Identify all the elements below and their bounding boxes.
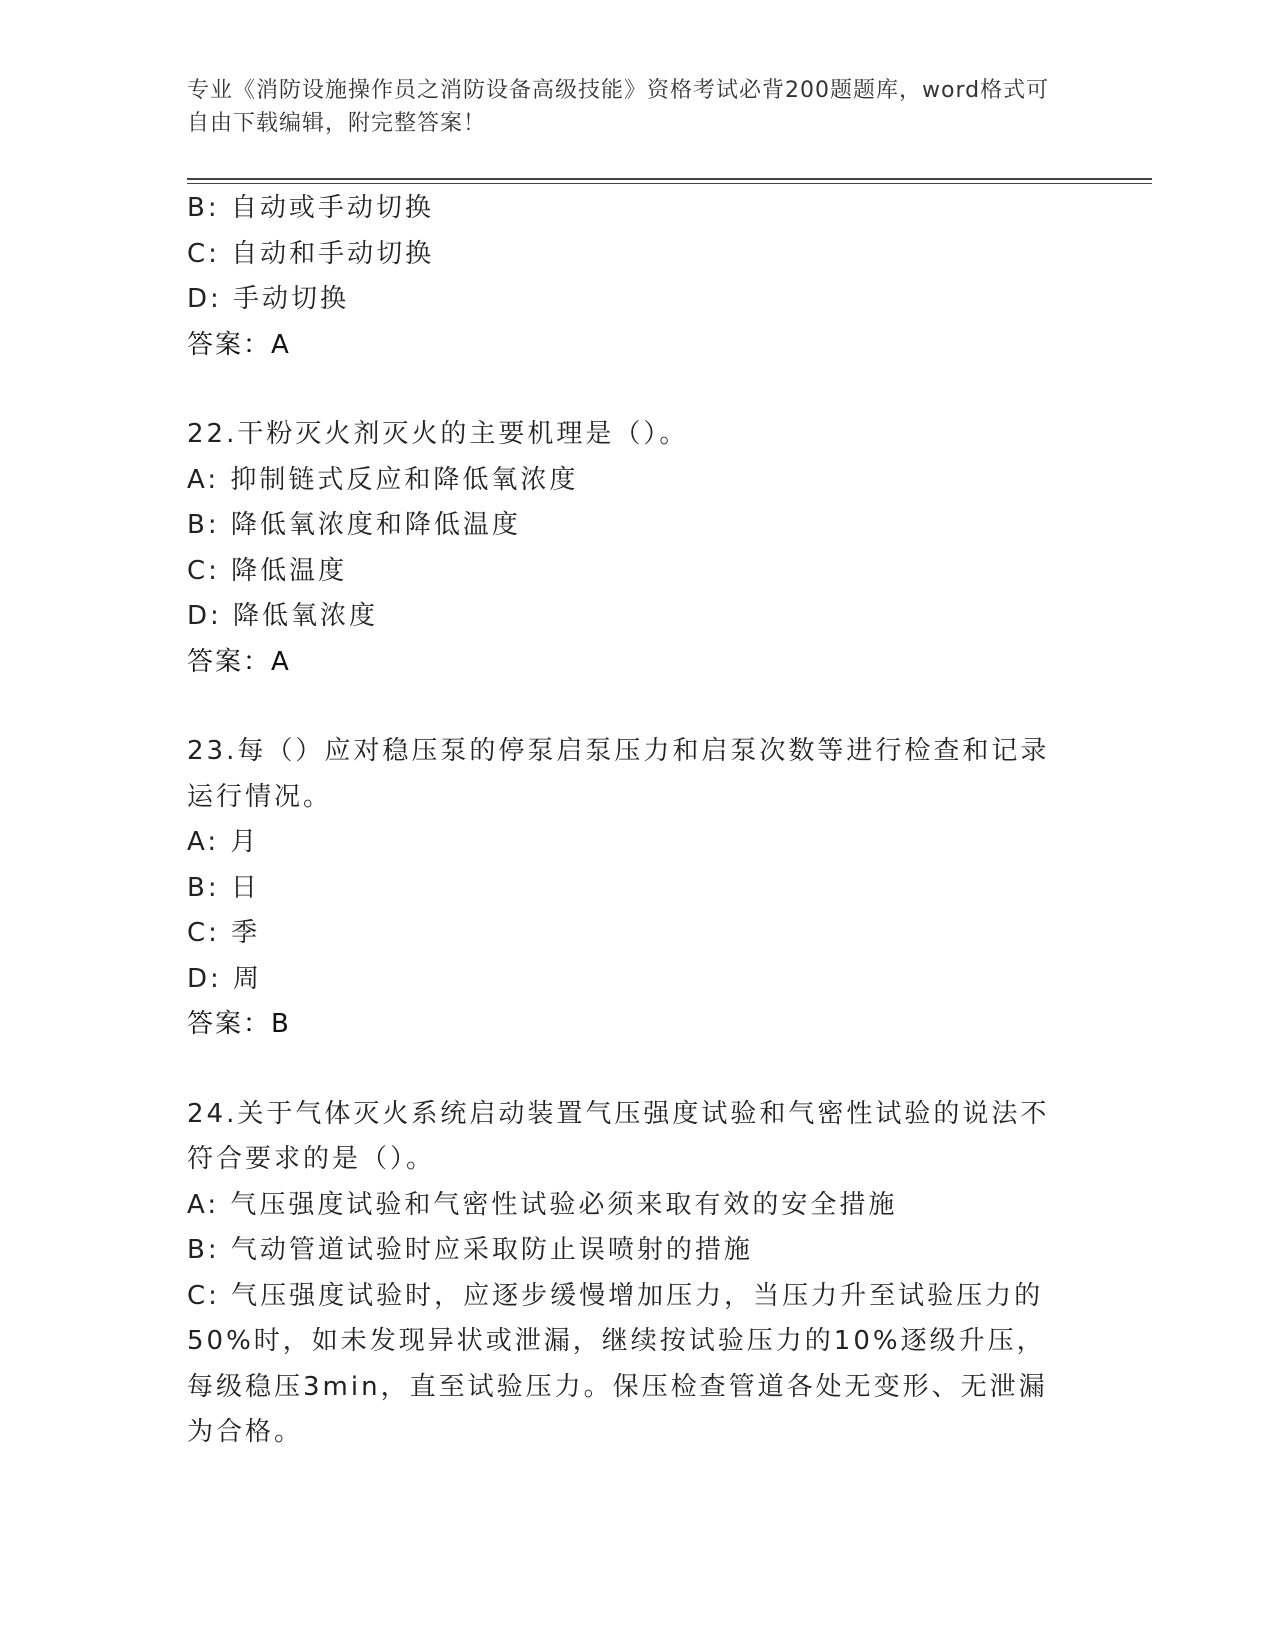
option-d: D: 手动切换 [187, 284, 350, 314]
answer-label: 答案：A [187, 646, 291, 677]
answer-label: 答案：A [187, 329, 291, 360]
answer-label: 答案：B [187, 1009, 291, 1039]
option-c: C: 季 [187, 918, 261, 948]
option-a: A: 月 [187, 827, 260, 857]
header-divider-thin [187, 183, 1152, 184]
option-b: B: 自动或手动切换 [187, 193, 434, 223]
option-b: B: 气动管道试验时应采取防止误喷射的措施 [187, 1235, 753, 1265]
spacer [187, 685, 1067, 729]
question-21-continued [187, 186, 1067, 368]
question-23 [187, 729, 1067, 1048]
spacer [187, 1048, 1067, 1092]
option-a: A: 抑制链式反应和降低氧浓度 [187, 464, 579, 495]
option-b: B: 降低氧浓度和降低温度 [187, 510, 521, 540]
option-b: B: 日 [187, 872, 260, 903]
question-stem: 22.干粉灭火剂灭火的主要机理是（）。 [187, 419, 689, 449]
question-stem: 24.关于气体灭火系统启动装置气压强度试验和气密性试验的说法不符合要求的是（）。 [187, 1098, 1050, 1174]
spacer [187, 368, 1067, 412]
question-content [187, 186, 1067, 1456]
option-c: C: 自动和手动切换 [187, 238, 435, 269]
option-a: A: 气压强度试验和气密性试验必须来取有效的安全措施 [187, 1189, 898, 1220]
question-stem: 23.每（）应对稳压泵的停泵启泵压力和启泵次数等进行检查和记录运行情况。 [187, 736, 1050, 812]
option-d: D: 周 [187, 963, 263, 994]
option-c: C: 气压强度试验时，应逐步缓慢增加压力，当压力升至试验压力的50%时，如未发现异状或泄漏，继续按试验压力的10%逐级升压，每级稳压3min，直至试验压力。保压检查管道各处无变形、无泄漏为合格。 [187, 1280, 1048, 1447]
question-24 [187, 1092, 1067, 1456]
question-22 [187, 412, 1067, 685]
page-header: 专业《消防设施操作员之消防设备高级技能》资格考试必背200题题库，word格式可自由下载编辑，附完整答案！ [187, 78, 1050, 136]
header-divider [187, 178, 1152, 180]
option-d: D: 降低氧浓度 [187, 601, 379, 631]
option-c: C: 降低温度 [187, 555, 348, 586]
